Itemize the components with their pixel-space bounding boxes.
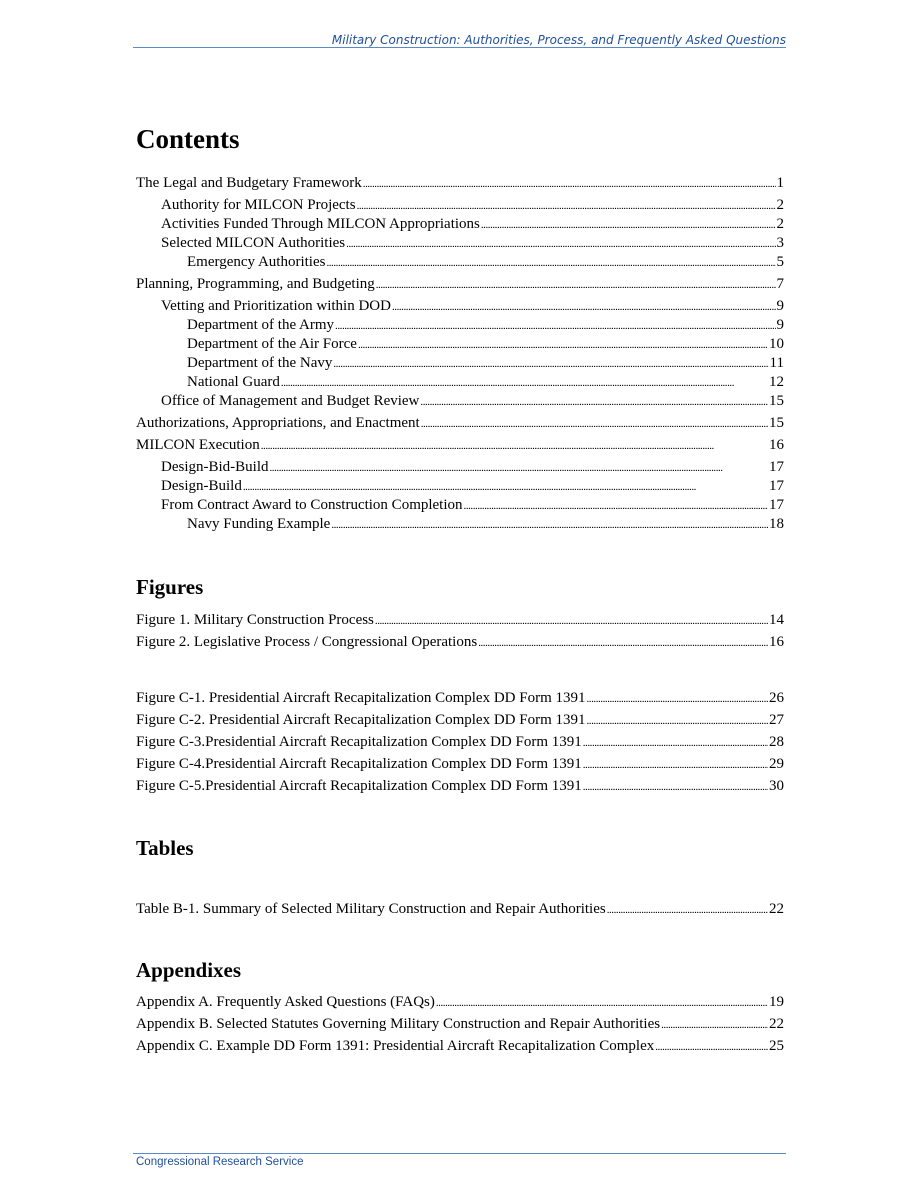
footer-rule [133,1153,786,1154]
footer-source: Congressional Research Service [136,1156,304,1168]
toc-entry[interactable]: Department of the Air Force . . . 10 [187,335,784,354]
toc-entry[interactable]: MILCON Execution . . . 16 [136,436,784,455]
toc-entry[interactable]: Selected MILCON Authorities . . . 3 [161,234,784,253]
figure-entry[interactable]: Figure C-3.Presidential Aircraft Recapitalization Complex DD Form 1391 . . . 28 [136,733,784,752]
figures-heading: Figures [136,575,204,599]
appendixes-heading: Appendixes [136,958,242,982]
appendix-entry[interactable]: Appendix A. Frequently Asked Questions (FAQs) . . . 19 [136,993,784,1012]
toc-entry[interactable]: Emergency Authorities . . . 5 [187,253,784,272]
toc-entry[interactable]: Department of the Army . . . 9 [187,316,784,335]
appendix-entry[interactable]: Appendix C. Example DD Form 1391: Presidential Aircraft Recapitalization Complex . . . 25 [136,1037,784,1056]
tables-list [136,900,784,919]
toc-entry[interactable]: Design-Bid-Build . . . 17 [161,458,784,477]
appendix-entry[interactable]: Appendix B. Selected Statutes Governing Military Construction and Repair Authorities . . . 22 [136,1015,784,1034]
toc-entry[interactable]: From Contract Award to Construction Completion . . . 17 [161,496,784,515]
figure-entry[interactable]: Figure C-5.Presidential Aircraft Recapitalization Complex DD Form 1391 . . . 30 [136,777,784,796]
tables-heading: Tables [136,836,194,860]
toc-entry[interactable]: Authority for MILCON Projects . . . 2 [161,196,784,215]
toc-entry[interactable]: Office of Management and Budget Review . . . 15 [161,392,784,411]
contents-heading: Contents [136,124,240,154]
toc-entry[interactable]: Authorizations, Appropriations, and Enactment . . . 15 [136,414,784,433]
toc-entry[interactable]: Planning, Programming, and Budgeting . . . 7 [136,275,784,294]
table-entry[interactable]: Table B-1. Summary of Selected Military Construction and Repair Authorities . . . 22 [136,900,784,919]
toc-entry[interactable]: Vetting and Prioritization within DOD . . . 9 [161,297,784,316]
header-rule [133,47,786,48]
appendix-figures-list [136,689,784,796]
figure-entry[interactable]: Figure C-2. Presidential Aircraft Recapitalization Complex DD Form 1391 . . . 27 [136,711,784,730]
figure-entry[interactable]: Figure 2. Legislative Process / Congressional Operations . . . 16 [136,633,784,652]
figures-list [136,611,784,652]
figure-entry[interactable]: Figure 1. Military Construction Process . . . 14 [136,611,784,630]
toc-entry[interactable]: The Legal and Budgetary Framework . . . 1 [136,174,784,193]
toc-entry[interactable]: National Guard . . . 12 [187,373,784,392]
toc-entry[interactable]: Activities Funded Through MILCON Appropriations . . . 2 [161,215,784,234]
toc-entry[interactable]: Navy Funding Example . . . 18 [187,515,784,534]
contents-list [136,174,784,534]
running-header: Military Construction: Authorities, Process, and Frequently Asked Questions [331,33,786,47]
toc-entry[interactable]: Department of the Navy . . . 11 [187,354,784,373]
figure-entry[interactable]: Figure C-4.Presidential Aircraft Recapitalization Complex DD Form 1391 . . . 29 [136,755,784,774]
appendixes-list [136,993,784,1056]
toc-entry[interactable]: Design-Build . . . 17 [161,477,784,496]
figure-entry[interactable]: Figure C-1. Presidential Aircraft Recapitalization Complex DD Form 1391 . . . 26 [136,689,784,708]
